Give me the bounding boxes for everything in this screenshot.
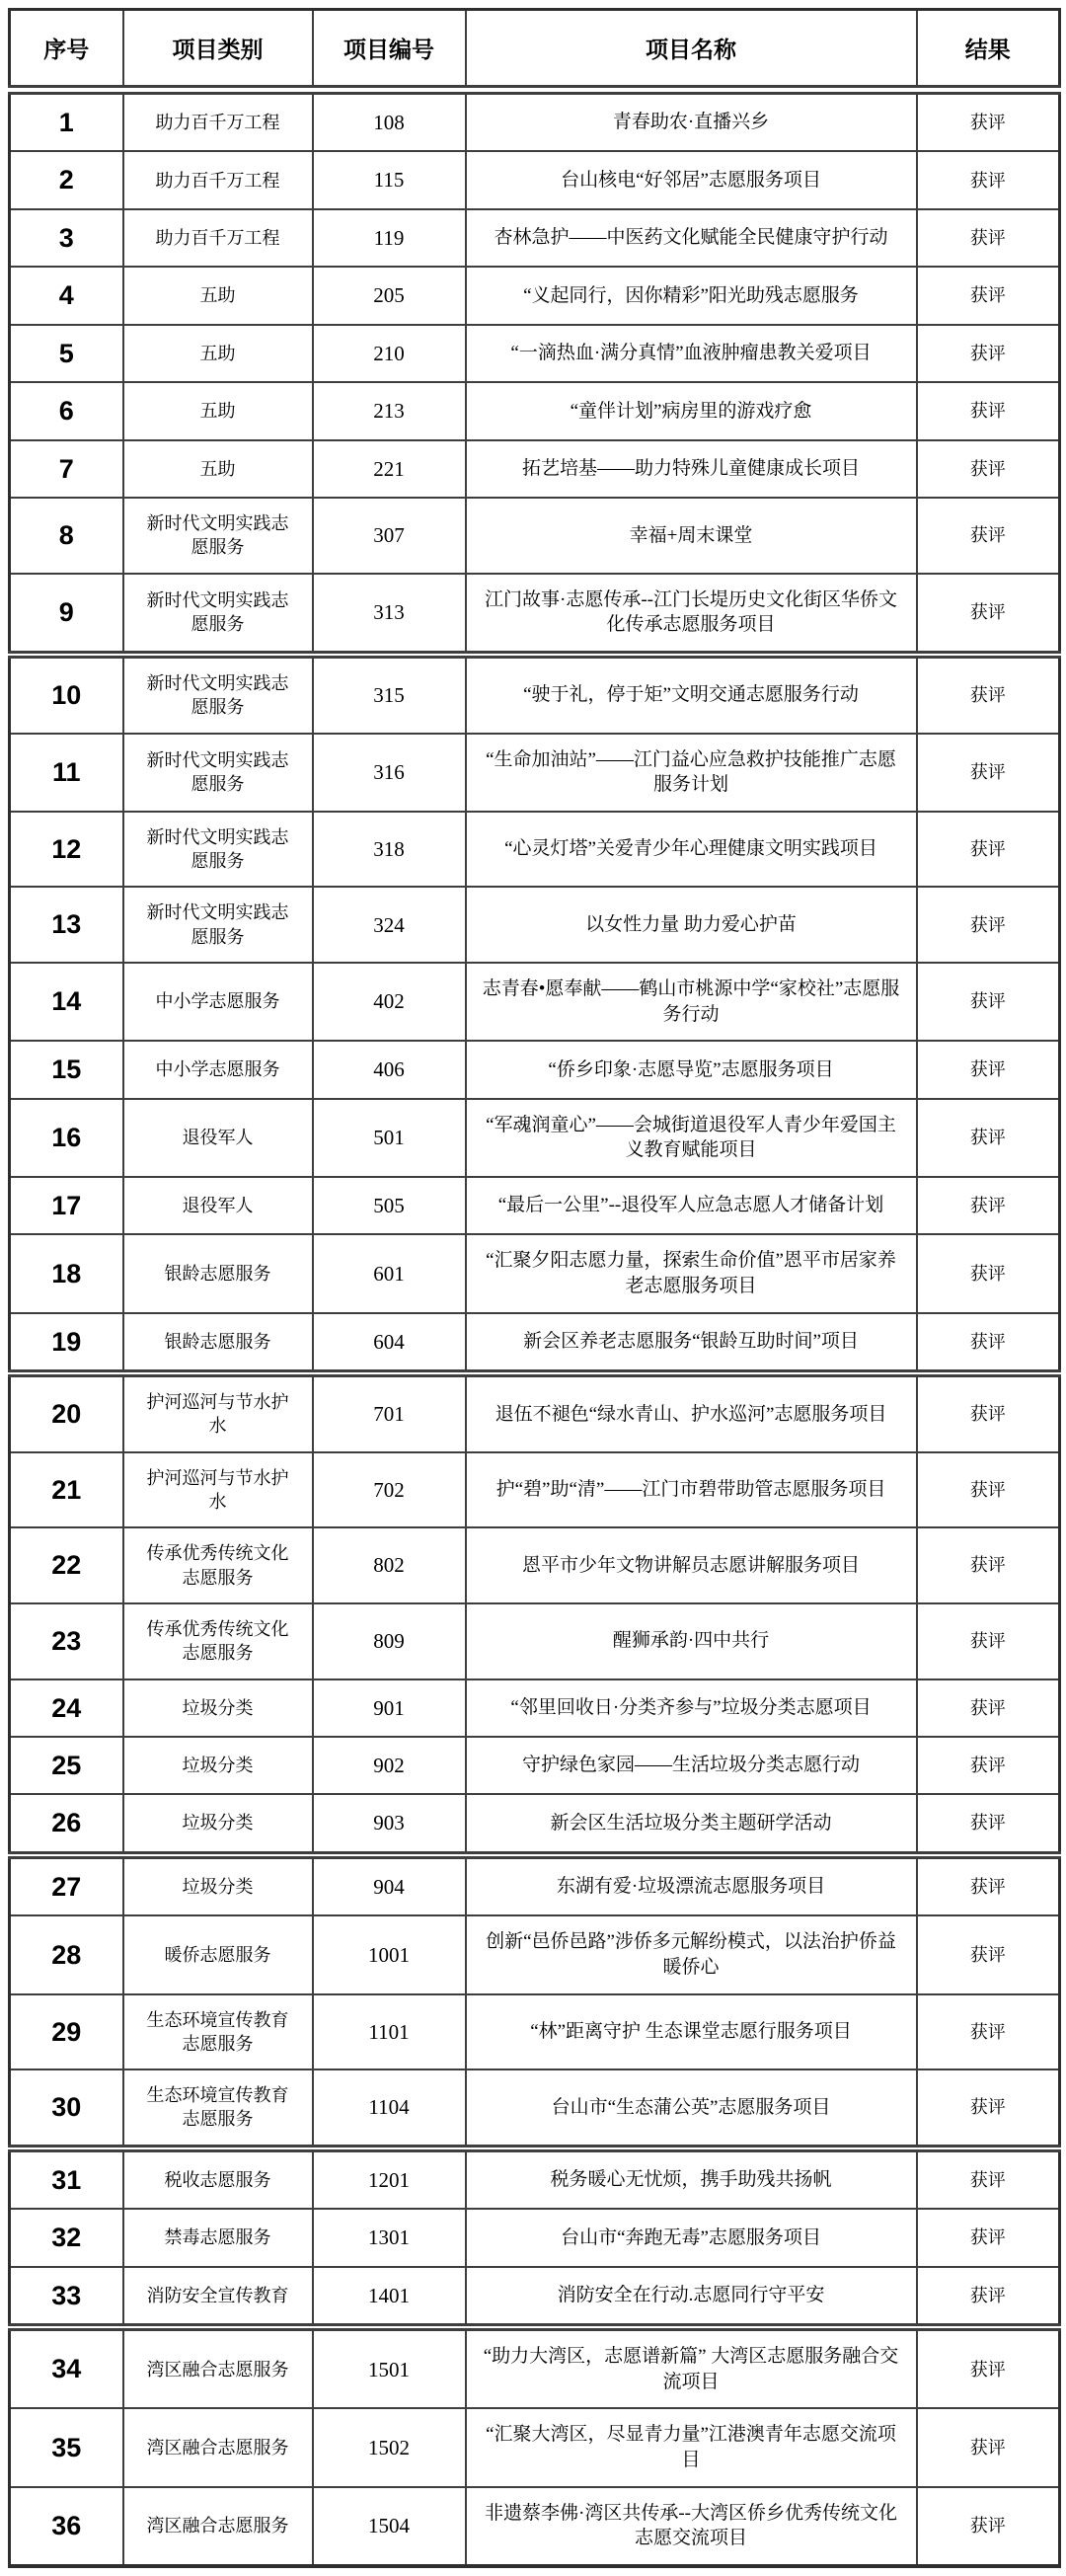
category-cell: 助力百千万工程 bbox=[123, 151, 313, 208]
result-cell: 获评 bbox=[917, 1313, 1060, 1373]
serial-cell: 16 bbox=[10, 1099, 123, 1177]
code-cell: 904 bbox=[313, 1855, 466, 1915]
serial-cell: 19 bbox=[10, 1313, 123, 1373]
table-row bbox=[10, 1527, 1060, 1603]
code-cell: 315 bbox=[313, 655, 466, 734]
serial-cell: 4 bbox=[10, 267, 123, 324]
table-row bbox=[10, 1041, 1060, 1098]
category-cell: 传承优秀传统文化志愿服务 bbox=[123, 1527, 313, 1603]
code-cell: 324 bbox=[313, 887, 466, 963]
code-cell: 402 bbox=[313, 963, 466, 1041]
name-cell: “汇聚大湾区，尽显青力量”江港澳青年志愿交流项目 bbox=[466, 2408, 917, 2486]
code-cell: 601 bbox=[313, 1234, 466, 1312]
code-cell: 316 bbox=[313, 734, 466, 812]
name-cell: 青春助农·直播兴乡 bbox=[466, 90, 917, 151]
category-cell: 退役军人 bbox=[123, 1099, 313, 1177]
table-row bbox=[10, 440, 1060, 498]
result-cell: 获评 bbox=[917, 1373, 1060, 1452]
category-cell: 生态环境宣传教育志愿服务 bbox=[123, 2069, 313, 2148]
header-category: 项目类别 bbox=[123, 10, 313, 91]
result-cell: 获评 bbox=[917, 325, 1060, 382]
serial-cell: 35 bbox=[10, 2408, 123, 2486]
table-row bbox=[10, 1177, 1060, 1234]
name-cell: 拓艺培基——助力特殊儿童健康成长项目 bbox=[466, 440, 917, 498]
serial-cell: 3 bbox=[10, 209, 123, 267]
serial-cell: 17 bbox=[10, 1177, 123, 1234]
serial-cell: 31 bbox=[10, 2148, 123, 2209]
table-header bbox=[10, 10, 1060, 91]
name-cell: 江门故事·志愿传承--江门长堤历史文化街区华侨文化传承志愿服务项目 bbox=[466, 574, 917, 655]
serial-cell: 22 bbox=[10, 1527, 123, 1603]
category-cell: 五助 bbox=[123, 325, 313, 382]
result-cell: 获评 bbox=[917, 2069, 1060, 2148]
table-row bbox=[10, 1099, 1060, 1177]
result-cell: 获评 bbox=[917, 382, 1060, 439]
serial-cell: 36 bbox=[10, 2487, 123, 2566]
name-cell: 醒狮承韵·四中共行 bbox=[466, 1603, 917, 1679]
serial-cell: 24 bbox=[10, 1679, 123, 1737]
category-cell: 禁毒志愿服务 bbox=[123, 2209, 313, 2266]
category-cell: 消防安全宣传教育 bbox=[123, 2267, 313, 2327]
code-cell: 802 bbox=[313, 1527, 466, 1603]
code-cell: 115 bbox=[313, 151, 466, 208]
table-row bbox=[10, 655, 1060, 734]
name-cell: 新会区养老志愿服务“银龄互助时间”项目 bbox=[466, 1313, 917, 1373]
header-result: 结果 bbox=[917, 10, 1060, 91]
code-cell: 501 bbox=[313, 1099, 466, 1177]
serial-cell: 9 bbox=[10, 574, 123, 655]
result-cell: 获评 bbox=[917, 963, 1060, 1041]
result-cell: 获评 bbox=[917, 2487, 1060, 2566]
code-cell: 901 bbox=[313, 1679, 466, 1737]
result-cell: 获评 bbox=[917, 574, 1060, 655]
table-row bbox=[10, 1737, 1060, 1794]
table-row bbox=[10, 1994, 1060, 2070]
table-row bbox=[10, 887, 1060, 963]
result-cell: 获评 bbox=[917, 2408, 1060, 2486]
serial-cell: 18 bbox=[10, 1234, 123, 1312]
code-cell: 701 bbox=[313, 1373, 466, 1452]
serial-cell: 11 bbox=[10, 734, 123, 812]
result-cell: 获评 bbox=[917, 209, 1060, 267]
serial-cell: 30 bbox=[10, 2069, 123, 2148]
table-row bbox=[10, 734, 1060, 812]
table-row bbox=[10, 1679, 1060, 1737]
category-cell: 中小学志愿服务 bbox=[123, 963, 313, 1041]
serial-cell: 2 bbox=[10, 151, 123, 208]
table-row bbox=[10, 325, 1060, 382]
name-cell: 台山市“奔跑无毒”志愿服务项目 bbox=[466, 2209, 917, 2266]
category-cell: 垃圾分类 bbox=[123, 1679, 313, 1737]
category-cell: 暖侨志愿服务 bbox=[123, 1915, 313, 1993]
serial-cell: 13 bbox=[10, 887, 123, 963]
name-cell: 退伍不褪色“绿水青山、护水巡河”志愿服务项目 bbox=[466, 1373, 917, 1452]
category-cell: 新时代文明实践志愿服务 bbox=[123, 887, 313, 963]
table-row bbox=[10, 1794, 1060, 1854]
serial-cell: 33 bbox=[10, 2267, 123, 2327]
code-cell: 903 bbox=[313, 1794, 466, 1854]
category-cell: 垃圾分类 bbox=[123, 1737, 313, 1794]
serial-cell: 6 bbox=[10, 382, 123, 439]
result-cell: 获评 bbox=[917, 1234, 1060, 1312]
category-cell: 垃圾分类 bbox=[123, 1794, 313, 1854]
name-cell: “汇聚夕阳志愿力量，探索生命价值”恩平市居家养老志愿服务项目 bbox=[466, 1234, 917, 1312]
category-cell: 助力百千万工程 bbox=[123, 209, 313, 267]
header-serial: 序号 bbox=[10, 10, 123, 91]
name-cell: 杏林急护——中医药文化赋能全民健康守护行动 bbox=[466, 209, 917, 267]
code-cell: 221 bbox=[313, 440, 466, 498]
category-cell: 助力百千万工程 bbox=[123, 90, 313, 151]
table-body bbox=[10, 90, 1060, 2566]
category-cell: 新时代文明实践志愿服务 bbox=[123, 812, 313, 888]
serial-cell: 21 bbox=[10, 1452, 123, 1528]
category-cell: 湾区融合志愿服务 bbox=[123, 2487, 313, 2566]
serial-cell: 15 bbox=[10, 1041, 123, 1098]
table-row bbox=[10, 1313, 1060, 1373]
serial-cell: 20 bbox=[10, 1373, 123, 1452]
category-cell: 湾区融合志愿服务 bbox=[123, 2327, 313, 2408]
table-row bbox=[10, 2487, 1060, 2566]
result-cell: 获评 bbox=[917, 1452, 1060, 1528]
result-cell: 获评 bbox=[917, 812, 1060, 888]
result-cell: 获评 bbox=[917, 440, 1060, 498]
name-cell: “最后一公里”--退役军人应急志愿人才储备计划 bbox=[466, 1177, 917, 1234]
serial-cell: 25 bbox=[10, 1737, 123, 1794]
name-cell: 台山市“生态蒲公英”志愿服务项目 bbox=[466, 2069, 917, 2148]
name-cell: 护“碧”助“清”——江门市碧带助管志愿服务项目 bbox=[466, 1452, 917, 1528]
header-code: 项目编号 bbox=[313, 10, 466, 91]
category-cell: 退役军人 bbox=[123, 1177, 313, 1234]
category-cell: 中小学志愿服务 bbox=[123, 1041, 313, 1098]
category-cell: 银龄志愿服务 bbox=[123, 1234, 313, 1312]
table-row bbox=[10, 2267, 1060, 2327]
code-cell: 1001 bbox=[313, 1915, 466, 1993]
table-row bbox=[10, 1855, 1060, 1915]
code-cell: 1101 bbox=[313, 1994, 466, 2070]
name-cell: 创新“邑侨邑路”涉侨多元解纷模式，以法治护侨益暖侨心 bbox=[466, 1915, 917, 1993]
name-cell: 新会区生活垃圾分类主题研学活动 bbox=[466, 1794, 917, 1854]
code-cell: 505 bbox=[313, 1177, 466, 1234]
name-cell: “童伴计划”病房里的游戏疗愈 bbox=[466, 382, 917, 439]
code-cell: 1201 bbox=[313, 2148, 466, 2209]
serial-cell: 12 bbox=[10, 812, 123, 888]
header-name: 项目名称 bbox=[466, 10, 917, 91]
header-row bbox=[10, 10, 1060, 91]
result-cell: 获评 bbox=[917, 1794, 1060, 1854]
result-cell: 获评 bbox=[917, 1994, 1060, 2070]
code-cell: 119 bbox=[313, 209, 466, 267]
category-cell: 税收志愿服务 bbox=[123, 2148, 313, 2209]
serial-cell: 28 bbox=[10, 1915, 123, 1993]
name-cell: 税务暖心无忧烦，携手助残共扬帆 bbox=[466, 2148, 917, 2209]
category-cell: 五助 bbox=[123, 440, 313, 498]
serial-cell: 32 bbox=[10, 2209, 123, 2266]
category-cell: 五助 bbox=[123, 267, 313, 324]
code-cell: 604 bbox=[313, 1313, 466, 1373]
result-cell: 获评 bbox=[917, 267, 1060, 324]
code-cell: 1501 bbox=[313, 2327, 466, 2408]
category-cell: 新时代文明实践志愿服务 bbox=[123, 498, 313, 574]
name-cell: 消防安全在行动.志愿同行守平安 bbox=[466, 2267, 917, 2327]
serial-cell: 7 bbox=[10, 440, 123, 498]
name-cell: “军魂润童心”——会城街道退役军人青少年爱国主义教育赋能项目 bbox=[466, 1099, 917, 1177]
result-cell: 获评 bbox=[917, 151, 1060, 208]
serial-cell: 10 bbox=[10, 655, 123, 734]
table-row bbox=[10, 151, 1060, 208]
name-cell: 以女性力量 助力爱心护苗 bbox=[466, 887, 917, 963]
name-cell: “侨乡印象·志愿导览”志愿服务项目 bbox=[466, 1041, 917, 1098]
result-cell: 获评 bbox=[917, 1177, 1060, 1234]
code-cell: 809 bbox=[313, 1603, 466, 1679]
code-cell: 307 bbox=[313, 498, 466, 574]
code-cell: 210 bbox=[313, 325, 466, 382]
code-cell: 1301 bbox=[313, 2209, 466, 2266]
result-cell: 获评 bbox=[917, 887, 1060, 963]
table-row bbox=[10, 498, 1060, 574]
name-cell: “一滴热血·满分真情”血液肿瘤患教关爱项目 bbox=[466, 325, 917, 382]
table-row bbox=[10, 267, 1060, 324]
name-cell: “生命加油站”——江门益心应急救护技能推广志愿服务计划 bbox=[466, 734, 917, 812]
category-cell: 新时代文明实践志愿服务 bbox=[123, 574, 313, 655]
code-cell: 1104 bbox=[313, 2069, 466, 2148]
name-cell: “心灵灯塔”关爱青少年心理健康文明实践项目 bbox=[466, 812, 917, 888]
code-cell: 1401 bbox=[313, 2267, 466, 2327]
table-row bbox=[10, 1373, 1060, 1452]
name-cell: “义起同行，因你精彩”阳光助残志愿服务 bbox=[466, 267, 917, 324]
table-row bbox=[10, 963, 1060, 1041]
result-cell: 获评 bbox=[917, 1603, 1060, 1679]
table-row bbox=[10, 2327, 1060, 2408]
code-cell: 318 bbox=[313, 812, 466, 888]
name-cell: 恩平市少年文物讲解员志愿讲解服务项目 bbox=[466, 1527, 917, 1603]
serial-cell: 29 bbox=[10, 1994, 123, 2070]
category-cell: 垃圾分类 bbox=[123, 1855, 313, 1915]
result-cell: 获评 bbox=[917, 1099, 1060, 1177]
category-cell: 五助 bbox=[123, 382, 313, 439]
serial-cell: 26 bbox=[10, 1794, 123, 1854]
result-cell: 获评 bbox=[917, 1041, 1060, 1098]
name-cell: 台山核电“好邻居”志愿服务项目 bbox=[466, 151, 917, 208]
result-cell: 获评 bbox=[917, 2209, 1060, 2266]
result-cell: 获评 bbox=[917, 498, 1060, 574]
name-cell: “林”距离守护 生态课堂志愿行服务项目 bbox=[466, 1994, 917, 2070]
name-cell: 东湖有爱·垃圾漂流志愿服务项目 bbox=[466, 1855, 917, 1915]
table-row bbox=[10, 1603, 1060, 1679]
table-row bbox=[10, 1234, 1060, 1312]
category-cell: 护河巡河与节水护水 bbox=[123, 1373, 313, 1452]
result-cell: 获评 bbox=[917, 655, 1060, 734]
name-cell: “助力大湾区，志愿谱新篇” 大湾区志愿服务融合交流项目 bbox=[466, 2327, 917, 2408]
projects-table bbox=[8, 8, 1061, 2568]
code-cell: 108 bbox=[313, 90, 466, 151]
code-cell: 205 bbox=[313, 267, 466, 324]
code-cell: 902 bbox=[313, 1737, 466, 1794]
category-cell: 护河巡河与节水护水 bbox=[123, 1452, 313, 1528]
result-cell: 获评 bbox=[917, 1679, 1060, 1737]
table-row bbox=[10, 2408, 1060, 2486]
serial-cell: 1 bbox=[10, 90, 123, 151]
result-cell: 获评 bbox=[917, 734, 1060, 812]
table-row bbox=[10, 90, 1060, 151]
table-row bbox=[10, 574, 1060, 655]
result-cell: 获评 bbox=[917, 2327, 1060, 2408]
category-cell: 传承优秀传统文化志愿服务 bbox=[123, 1603, 313, 1679]
name-cell: “邻里回收日·分类齐参与”垃圾分类志愿项目 bbox=[466, 1679, 917, 1737]
category-cell: 生态环境宣传教育志愿服务 bbox=[123, 1994, 313, 2070]
result-cell: 获评 bbox=[917, 1915, 1060, 1993]
code-cell: 313 bbox=[313, 574, 466, 655]
serial-cell: 34 bbox=[10, 2327, 123, 2408]
code-cell: 1502 bbox=[313, 2408, 466, 2486]
serial-cell: 8 bbox=[10, 498, 123, 574]
code-cell: 213 bbox=[313, 382, 466, 439]
table-row bbox=[10, 2209, 1060, 2266]
table-row bbox=[10, 1915, 1060, 1993]
result-cell: 获评 bbox=[917, 2148, 1060, 2209]
result-cell: 获评 bbox=[917, 90, 1060, 151]
serial-cell: 23 bbox=[10, 1603, 123, 1679]
code-cell: 406 bbox=[313, 1041, 466, 1098]
table-row bbox=[10, 2148, 1060, 2209]
name-cell: 幸福+周末课堂 bbox=[466, 498, 917, 574]
category-cell: 新时代文明实践志愿服务 bbox=[123, 734, 313, 812]
code-cell: 702 bbox=[313, 1452, 466, 1528]
name-cell: 志青春•愿奉献——鹤山市桃源中学“家校社”志愿服务行动 bbox=[466, 963, 917, 1041]
result-cell: 获评 bbox=[917, 1527, 1060, 1603]
table-row bbox=[10, 2069, 1060, 2148]
category-cell: 新时代文明实践志愿服务 bbox=[123, 655, 313, 734]
category-cell: 湾区融合志愿服务 bbox=[123, 2408, 313, 2486]
serial-cell: 27 bbox=[10, 1855, 123, 1915]
category-cell: 银龄志愿服务 bbox=[123, 1313, 313, 1373]
table-row bbox=[10, 812, 1060, 888]
result-cell: 获评 bbox=[917, 1737, 1060, 1794]
serial-cell: 14 bbox=[10, 963, 123, 1041]
name-cell: 非遗蔡李佛·湾区共传承--大湾区侨乡优秀传统文化志愿交流项目 bbox=[466, 2487, 917, 2566]
result-cell: 获评 bbox=[917, 1855, 1060, 1915]
name-cell: 守护绿色家园——生活垃圾分类志愿行动 bbox=[466, 1737, 917, 1794]
table-row bbox=[10, 209, 1060, 267]
result-cell: 获评 bbox=[917, 2267, 1060, 2327]
table-row bbox=[10, 1452, 1060, 1528]
code-cell: 1504 bbox=[313, 2487, 466, 2566]
serial-cell: 5 bbox=[10, 325, 123, 382]
table-row bbox=[10, 382, 1060, 439]
name-cell: “驶于礼，停于矩”文明交通志愿服务行动 bbox=[466, 655, 917, 734]
